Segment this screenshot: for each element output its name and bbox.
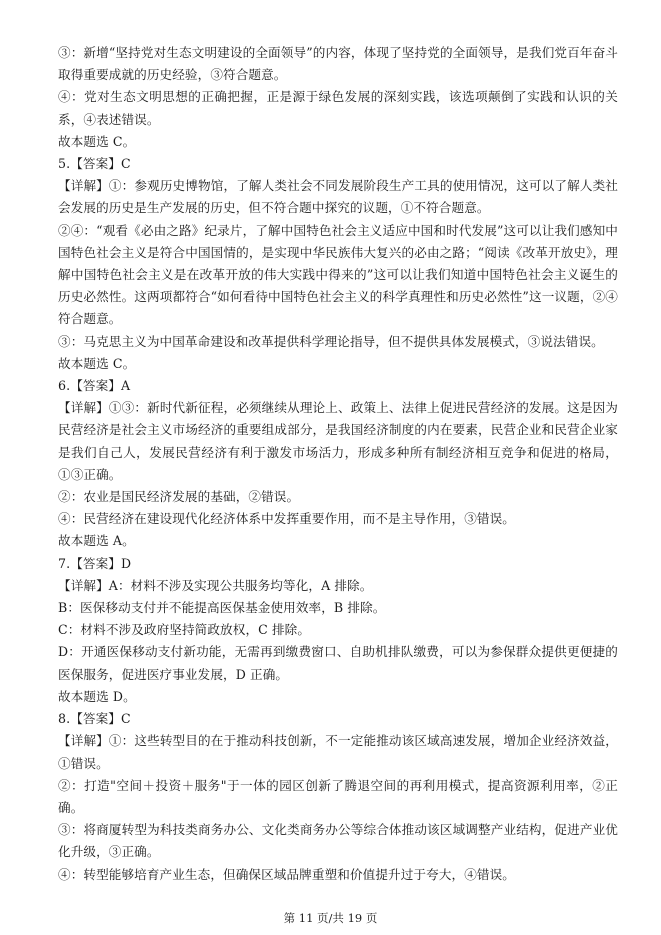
paragraph-q7-detail-a: 【详解】A：材料不涉及实现公共服务均等化，A 排除。 — [58, 577, 373, 593]
paragraph-q7-detail-c: C：材料不涉及政府坚持简政放权，C 排除。 — [58, 622, 311, 638]
paragraph-q6-conclusion: 故本题选 A。 — [58, 533, 135, 549]
paragraph-q4-item3: ③：新增“坚持党对生态文明建设的全面领导”的内容，体现了坚持党的全面领导，是我们党百年奋斗取得重要成就的历史经验，③符合题意。 — [58, 45, 618, 83]
paragraph-q4-item4: ④：党对生态文明思想的正确把握，正是源于绿色发展的深刻实践，该选项颠倒了实践和认识的关系，④表述错误。 — [58, 89, 618, 127]
answer-heading-q7: 7.【答案】D — [58, 555, 132, 571]
paragraph-q5-detail-3: ③：马克思主义为中国革命建设和改革提供科学理论指导，但不提供具体发展模式，③说法错误。 — [58, 333, 604, 349]
paragraph-q8-detail-4: ④：转型能够培育产业生态，但确保区域品牌重塑和价值提升过于夸大，④错误。 — [58, 866, 515, 882]
answer-heading-q5: 5.【答案】C — [58, 156, 131, 172]
paragraph-q5-detail-24: ②④：“观看《必由之路》纪录片，了解中国特色社会主义适应中国和时代发展”这可以让我们感知中国特色社会主义是符合中国国情的，是实现中华民族伟大复兴的必由之路；“阅读《改革开放史》，理解中国特色社会主义是在改革开放的伟大实践中得来的”这可以让我们知道中国特色社会主义诞生的历史必然性。这两项都符合“如何看待中国特色社会主义的科学真理性和历史必然性”这一议题，②④符合题意。 — [58, 222, 618, 327]
paragraph-q5-conclusion: 故本题选 C。 — [58, 355, 136, 371]
paragraph-q5-detail-1: 【详解】①：参观历史博物馆，了解人类社会不同发展阶段生产工具的使用情况，这可以了解人类社会发展的历史是生产发展的历史，但不符合题中探究的议题，①不符合题意。 — [58, 178, 618, 216]
paragraph-q6-detail-13: 【详解】①③：新时代新征程，必须继续从理论上、政策上、法律上促进民营经济的发展。这是因为民营经济是社会主义市场经济的重要组成部分，是我国经济制度的内在要素，民营企业和民营企业家是我们自己人，发展民营经济有利于激发市场活力，形成多种所有制经济相互竞争和促进的格局，①③正确。 — [58, 400, 618, 482]
paragraph-q6-detail-2: ②：农业是国民经济发展的基础，②错误。 — [58, 489, 300, 505]
page-number: 第 11 页/共 19 页 — [283, 911, 378, 925]
paragraph-q8-detail-2: ②：打造"空间＋投资＋服务"于一体的园区创新了腾退空间的再利用模式，提高资源利用率，②正确。 — [58, 777, 618, 815]
page-footer — [0, 910, 661, 926]
answer-explanations — [58, 42, 618, 886]
answer-heading-q6: 6.【答案】A — [58, 378, 131, 394]
paragraph-q8-detail-1: 【详解】①：这些转型目的在于推动科技创新，不一定能推动该区域高速发展，增加企业经济效益，①错误。 — [58, 733, 618, 771]
answer-heading-q8: 8.【答案】C — [58, 711, 131, 727]
paragraph-q7-conclusion: 故本题选 D。 — [58, 688, 136, 704]
paragraph-q6-detail-4: ④：民营经济在建设现代化经济体系中发挥重要作用，而不是主导作用，③错误。 — [58, 511, 515, 527]
paragraph-q4-conclusion: 故本题选 C。 — [58, 133, 136, 149]
paragraph-q7-detail-b: B：医保移动支付并不能提高医保基金使用效率，B 排除。 — [58, 600, 386, 616]
paragraph-q7-detail-d: D：开通医保移动支付新功能，无需再到缴费窗口、自助机排队缴费，可以为参保群众提供更便捷的医保服务，促进医疗事业发展，D 正确。 — [58, 644, 618, 682]
paragraph-q8-detail-3: ③：将商厦转型为科技类商务办公、文化类商务办公等综合体推动该区域调整产业结构，促进产业优化升级，③正确。 — [58, 822, 618, 860]
